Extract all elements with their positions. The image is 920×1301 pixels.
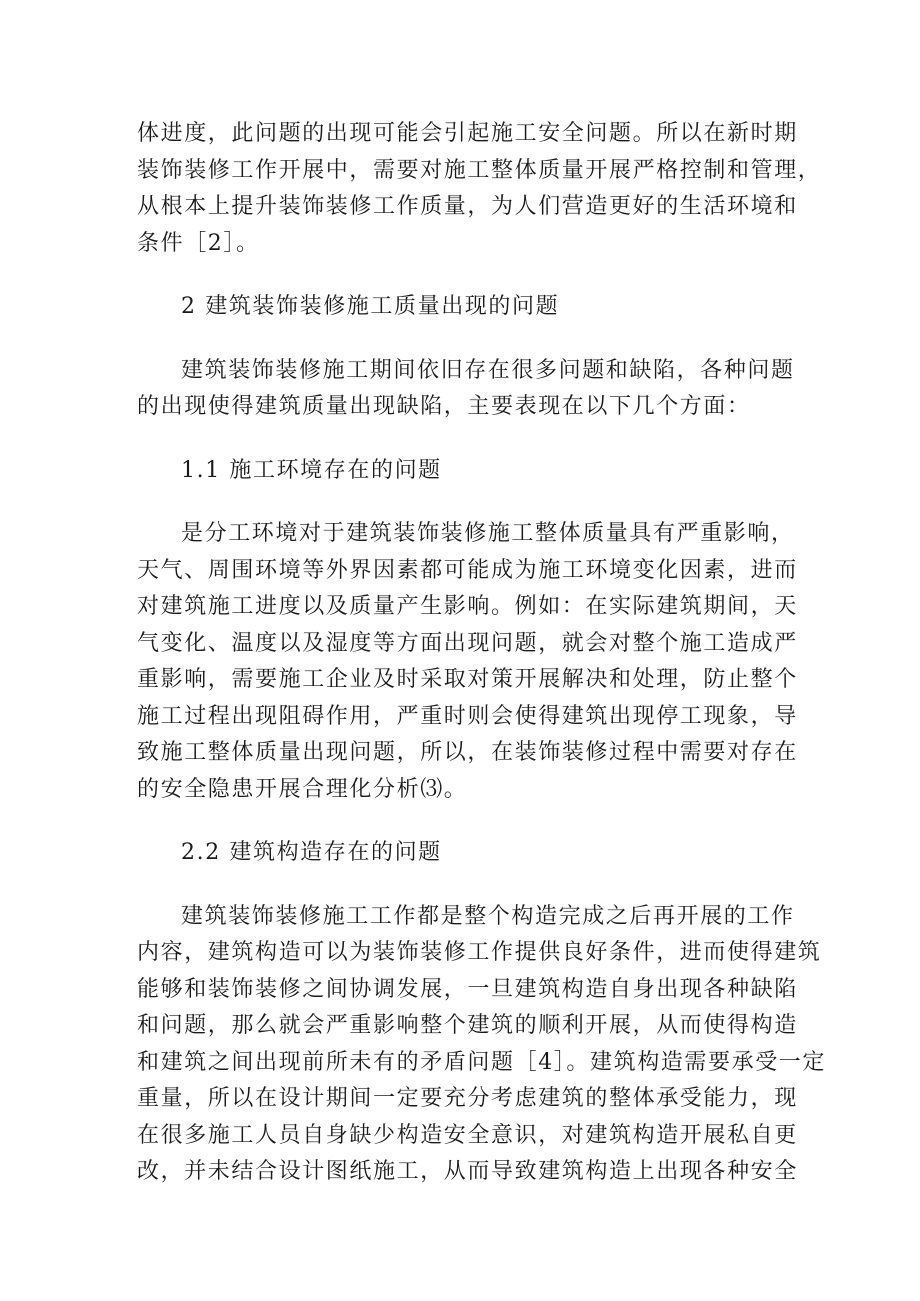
paragraph-spacing	[137, 489, 797, 516]
text-line: 天气、周围环境等外界因素都可能成为施工环境变化因素，进而	[137, 557, 798, 583]
section-heading-1-1: 1.1 施工环境存在的问题	[181, 457, 442, 483]
paragraph-spacing	[137, 326, 797, 353]
text-line: 和建筑之间出现前所未有的矛盾问题［4］。建筑构造需要承受一定	[137, 1049, 826, 1075]
document-body	[137, 116, 826, 1191]
paragraph-section-2-2	[137, 899, 826, 1191]
paragraph-section-2	[137, 353, 797, 426]
paragraph-spacing	[137, 426, 797, 453]
text-line: 改，并未结合设计图纸施工，从而导致建筑构造上出现各种安全	[137, 1159, 798, 1184]
text-line: 的安全隐患开展合理化分析⑶。	[137, 776, 468, 802]
paragraph-spacing	[137, 808, 797, 835]
text-line: 对建筑施工进度以及质量产生影响。例如：在实际建筑期间，天	[137, 594, 798, 619]
text-line: 在很多施工人员自身缺少构造安全意识，对建筑构造开展私自更	[137, 1122, 798, 1148]
text-line: 施工过程出现阻碍作用，严重时则会使得建筑出现停工现象，导	[137, 703, 798, 729]
text-line: 和问题，那么就会严重影响整个建筑的顺利开展，从而使得构造	[137, 1013, 798, 1038]
text-line: 体进度，此问题的出现可能会引起施工安全问题。所以在新时期	[137, 121, 798, 146]
text-line: 建筑装饰装修施工期间依旧存在很多问题和缺陷，各种问题	[181, 357, 795, 383]
text-line: 气变化、温度以及湿度等方面出现问题，就会对整个施工造成严	[137, 630, 798, 656]
text-line: 的出现使得建筑质量出现缺陷，主要表现在以下几个方面：	[137, 394, 751, 419]
text-line: 装饰装修工作开展中，需要对施工整体质量开展严格控制和管理，	[137, 157, 822, 183]
paragraph-intro-continuation	[137, 116, 822, 262]
text-line: 致施工整体质量出现问题，所以，在装饰装修过程中需要对存在	[137, 740, 798, 765]
text-line: 从根本上提升装饰装修工作质量，为人们营造更好的生活环境和	[137, 194, 798, 219]
text-line: 内容，建筑构造可以为装饰装修工作提供良好条件，进而使得建筑	[137, 940, 822, 965]
text-line: 建筑装饰装修施工工作都是整个构造完成之后再开展的工作	[181, 903, 795, 929]
paragraph-spacing	[137, 262, 797, 289]
text-line: 是分工环境对于建筑装饰装修施工整体质量具有严重影响，	[181, 521, 795, 546]
text-line: 条件［2］。	[137, 230, 260, 256]
text-line: 重影响，需要施工企业及时采取对策开展解决和处理，防止整个	[137, 667, 798, 692]
section-heading-2-2: 2.2 建筑构造存在的问题	[181, 840, 442, 865]
paragraph-section-1-1	[137, 516, 797, 808]
text-line: 重量，所以在设计期间一定要充分考虑建筑的整体承受能力，现	[137, 1086, 798, 1111]
text-line: 能够和装饰装修之间协调发展，一旦建筑构造自身出现各种缺陷	[137, 976, 798, 1002]
section-heading-2: 2 建筑装饰装修施工质量出现的问题	[181, 294, 560, 319]
paragraph-spacing	[137, 872, 797, 899]
